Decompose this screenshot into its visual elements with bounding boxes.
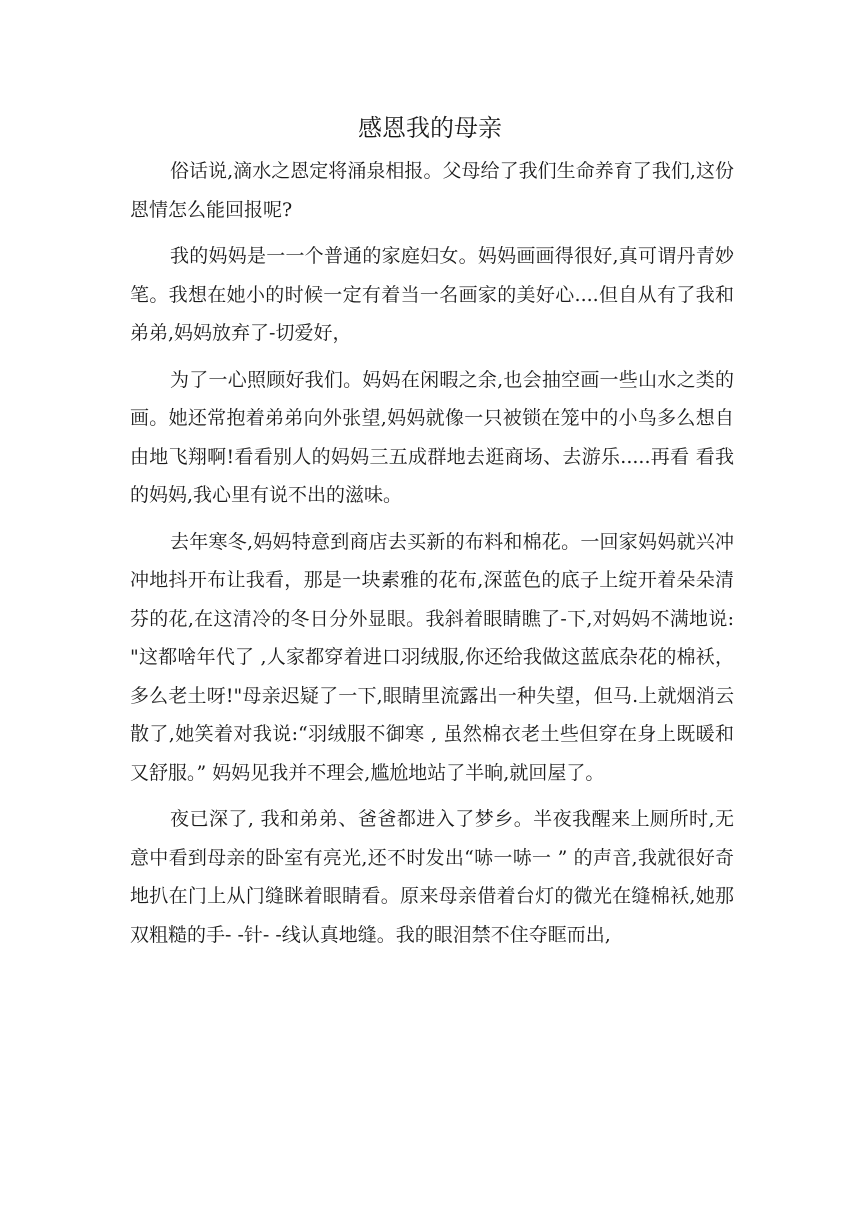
document-body <box>130 152 734 954</box>
paragraph: 俗话说,滴水之恩定将涌泉相报。父母给了我们生命养育了我们,这份恩情怎么能回报呢? <box>130 160 734 221</box>
paragraph: 我的妈妈是一一个普通的家庭妇女。妈妈画画得很好,真可谓丹青妙笔。我想在她小的时候一定有着当一名画家的美好心....但自从有了我和弟弟,妈妈放弃了-切爱好， <box>130 245 734 344</box>
paragraph: 为了一心照顾好我们。妈妈在闲暇之余,也会抽空画一些山水之类的画。她还常抱着弟弟向外张望,妈妈就像一只被锁在笼中的小鸟多么想自由地飞翔啊!看看别人的妈妈三五成群地去逛商场、去游乐.....再看 看我的妈妈,我心里有说不出的滋味。 <box>130 368 734 506</box>
paragraph: 夜已深了, 我和弟弟、爸爸都进入了梦乡。半夜我醒来上厕所时,无意中看到母亲的卧室有亮光,还不时发出“哧一哧一 ” 的声音,我就很好奇地扒在门上从门缝眯着眼睛看。原来母亲借着台灯的微光在缝棉袄,她那双粗糙的手- -针- -线认真地缝。我的眼泪禁不住夺眶而出, <box>130 808 734 946</box>
paragraph: 去年寒冬,妈妈特意到商店去买新的布料和棉花。一回家妈妈就兴冲冲地抖开布让我看，那是一块素雅的花布,深蓝色的底子上绽开着朵朵清芬的花,在这清冷的冬日分外显眼。我斜着眼睛瞧了-下,对妈妈不满地说: "这都啥年代了 ,人家都穿着进口羽绒服,你还给我做这蓝底杂花的棉袄，多么老土呀!"母亲迟疑了一下,眼睛里流露出一种失望，但马.上就烟消云散了,她笑着对我说:“羽绒服不御寒 , 虽然棉衣老土些但穿在身上既暖和又舒服。” 妈妈见我并不理会,尴尬地站了半晌,就回屋了。 <box>130 530 734 784</box>
document-title: 感恩我的母亲 <box>358 114 502 142</box>
